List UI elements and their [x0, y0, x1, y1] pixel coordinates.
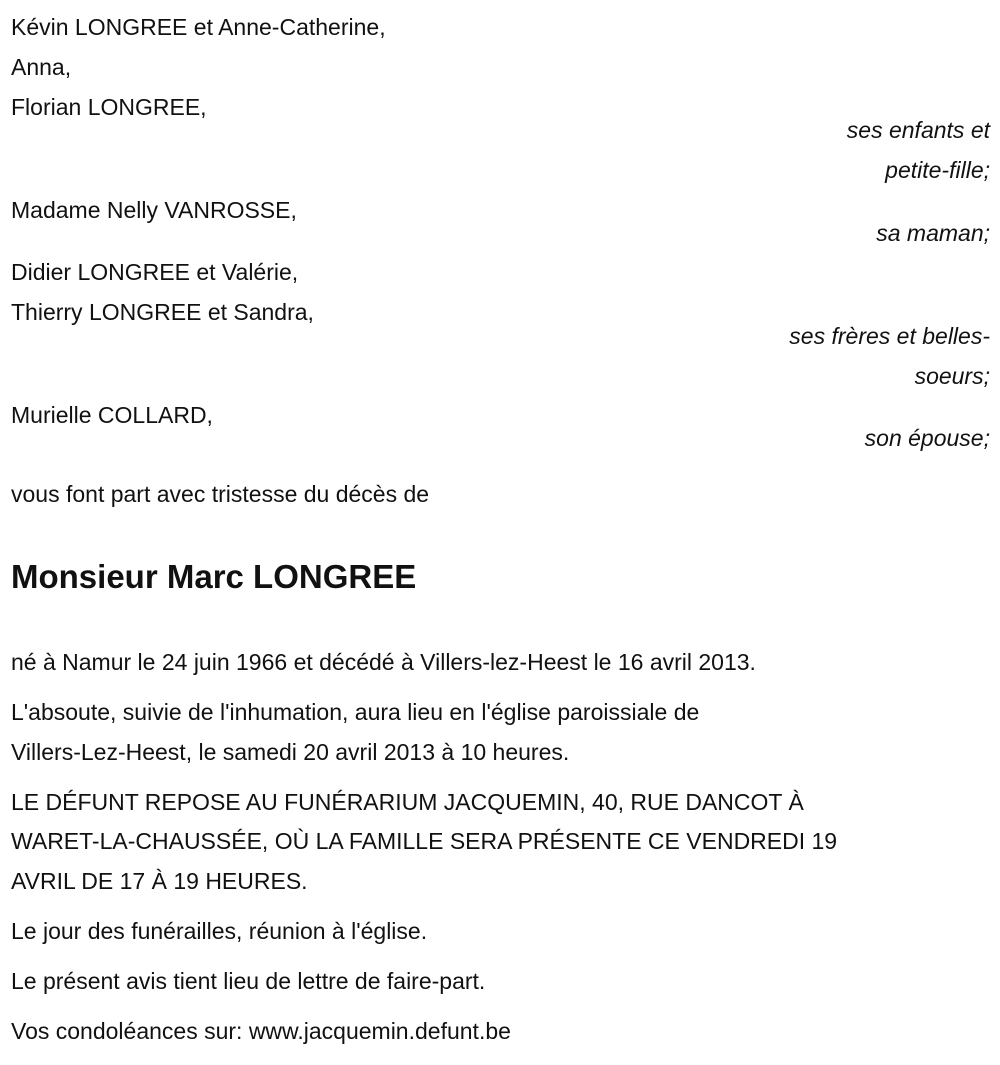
family-member: Florian LONGREE, [11, 94, 207, 120]
birth-death-line: né à Namur le 24 juin 1966 et décédé à Villers-lez-Heest le 16 avril 2013. [11, 649, 756, 675]
condolences-line: Vos condoléances sur: www.jacquemin.defunt.be [11, 1018, 511, 1044]
funerarium-line: WARET-LA-CHAUSSÉE, OÙ LA FAMILLE SERA PRÉSENTE CE VENDREDI 19 [11, 828, 838, 854]
notice-line: Le présent avis tient lieu de lettre de faire-part. [11, 968, 486, 994]
announcement: vous font part avec tristesse du décès de [11, 481, 430, 507]
family-role: ses enfants et [846, 117, 990, 143]
ceremony-line: Villers-Lez-Heest, le samedi 20 avril 2013 à 10 heures. [11, 739, 570, 765]
family-role: son épouse; [864, 425, 990, 451]
family-role: petite-fille; [885, 157, 990, 183]
family-member: Thierry LONGREE et Sandra, [11, 299, 314, 325]
family-role: ses frères et belles- [789, 323, 990, 349]
family-role: soeurs; [914, 363, 990, 389]
family-role: sa maman; [876, 220, 990, 246]
funerarium-line: AVRIL DE 17 À 19 HEURES. [11, 868, 308, 894]
family-member: Madame Nelly VANROSSE, [11, 197, 297, 223]
family-member: Murielle COLLARD, [11, 402, 213, 428]
family-member: Anna, [11, 54, 72, 80]
meeting-line: Le jour des funérailles, réunion à l'église. [11, 918, 428, 944]
ceremony-line: L'absoute, suivie de l'inhumation, aura lieu en l'église paroissiale de [11, 699, 700, 725]
family-member: Kévin LONGREE et Anne-Catherine, [11, 14, 386, 40]
deceased-name: Monsieur Marc LONGREE [11, 558, 417, 595]
funerarium-line: LE DÉFUNT REPOSE AU FUNÉRARIUM JACQUEMIN, 40, RUE DANCOT À [11, 789, 804, 815]
family-member: Didier LONGREE et Valérie, [11, 259, 299, 285]
